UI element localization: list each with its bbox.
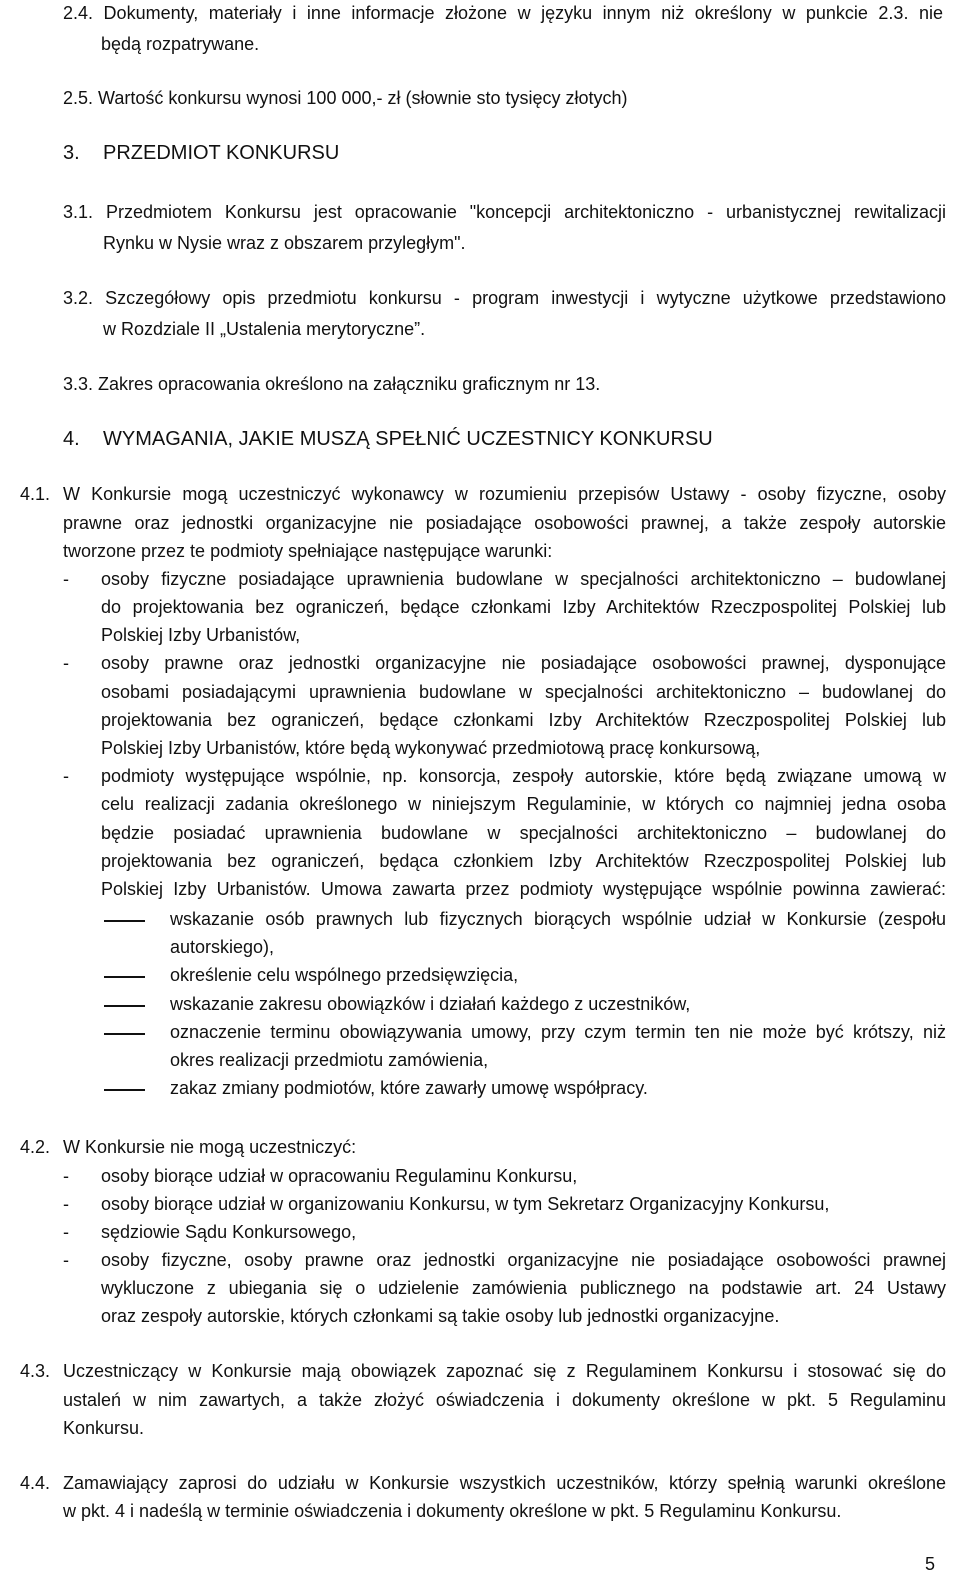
text-line: 2.5. Wartość konkursu wynosi 100 000,- zł (słownie sto tysięcy złotych) — [63, 88, 628, 108]
text-line: 3.1. Przedmiotem Konkursu jest opracowanie "koncepcji architektoniczno - urbanistycznej rewitalizacji — [63, 202, 946, 222]
section-number: 4. — [63, 428, 80, 450]
text-line: wskazanie osób prawnych lub fizycznych biorących wspólnie udział w Konkursie (zespołu — [170, 909, 946, 929]
text-line: Uczestniczący w Konkursie mają obowiązek zapoznać się z Regulaminem Konkursu i stosować się do — [63, 1361, 946, 1381]
list-hyphen: - — [63, 1194, 69, 1214]
text-line: 2.4. Dokumenty, materiały i inne informacje złożone w języku innym niż określony w punkcie 2.3. nie — [63, 3, 943, 23]
text-line: osoby fizyczne posiadające uprawnienia budowlane w specjalności architektoniczno – budowlanej — [101, 569, 946, 589]
text-line: w Rozdziale II „Ustalenia merytoryczne”. — [103, 319, 426, 339]
section-number: 3. — [63, 142, 80, 164]
page-number: 5 — [925, 1554, 936, 1574]
text-line: Konkursu. — [63, 1418, 145, 1438]
text-line: osoby prawne oraz jednostki organizacyjne nie posiadające osobowości prawnej, dysponujące — [101, 653, 946, 673]
list-dash — [104, 1089, 145, 1091]
text-line: podmioty występujące wspólnie, np. konsorcja, zespoły autorskie, które będą związane umową w — [101, 766, 946, 786]
text-line: zakaz zmiany podmiotów, które zawarły umowę współpracy. — [170, 1078, 648, 1098]
text-line: 3.2. Szczegółowy opis przedmiotu konkursu - program inwestycji i wytyczne użytkowe przedstawiono — [63, 288, 946, 308]
paragraph-number: 4.1. — [20, 484, 51, 504]
list-hyphen: - — [63, 653, 69, 673]
text-line: Zamawiający zaprosi do udziału w Konkursie wszystkich uczestników, którzy spełnią warunki określone — [63, 1473, 946, 1493]
text-line: okres realizacji przedmiotu zamówienia, — [170, 1050, 489, 1070]
text-line: 3.3. Zakres opracowania określono na załączniku graficznym nr 13. — [63, 374, 601, 394]
text-line: oraz zespoły autorskie, których członkami są takie osoby lub jednostki organizacyjne. — [101, 1306, 780, 1326]
text-line: tworzone przez te podmioty spełniające następujące warunki: — [63, 541, 553, 561]
paragraph-number: 4.2. — [20, 1137, 51, 1157]
text-line: prawne oraz jednostki organizacyjne nie posiadające osobowości prawnej, a także zespoły autorskie — [63, 513, 946, 533]
text-line: Polskiej Izby Urbanistów. Umowa zawarta przez podmioty występujące wspólnie powinna zawierać: — [101, 879, 946, 899]
text-line: będą rozpatrywane. — [101, 34, 260, 54]
list-hyphen: - — [63, 1166, 69, 1186]
paragraph-number: 4.4. — [20, 1473, 51, 1493]
text-line: osoby fizyczne, osoby prawne oraz jednostki organizacyjne nie posiadające osobowości prawnej — [101, 1250, 946, 1270]
list-hyphen: - — [63, 766, 69, 786]
text-line: będzie posiadać uprawnienia budowlane w specjalności architektoniczno – budowlanej do — [101, 823, 946, 843]
text-line: do projektowania bez ograniczeń, będące członkami Izby Architektów Rzeczpospolitej Polskiej lub — [101, 597, 946, 617]
list-dash — [104, 920, 145, 922]
text-line: osoby biorące udział w opracowaniu Regulaminu Konkursu, — [101, 1166, 578, 1186]
text-line: autorskiego), — [170, 937, 275, 957]
text-line: oznaczenie terminu obowiązywania umowy, przy czym termin ten nie może być krótszy, niż — [170, 1022, 946, 1042]
section-heading: WYMAGANIA, JAKIE MUSZĄ SPEŁNIĆ UCZESTNICY KONKURSU — [103, 428, 713, 450]
text-line: projektowania bez ograniczeń, będąca członkiem Izby Architektów Rzeczpospolitej Polskiej lub — [101, 851, 946, 871]
text-line: Rynku w Nysie wraz z obszarem przyległym". — [103, 233, 466, 253]
text-line: osoby biorące udział w organizowaniu Konkursu, w tym Sekretarz Organizacyjny Konkursu, — [101, 1194, 830, 1214]
text-line: osobami posiadającymi uprawnienia budowlane w specjalności architektoniczno – budowlanej do — [101, 682, 946, 702]
text-line: Polskiej Izby Urbanistów, — [101, 625, 301, 645]
text-line: W Konkursie nie mogą uczestniczyć: — [63, 1137, 357, 1157]
list-dash — [104, 1005, 145, 1007]
list-dash — [104, 976, 145, 978]
list-dash — [104, 1033, 145, 1035]
text-line: sędziowie Sądu Konkursowego, — [101, 1222, 357, 1242]
text-line: projektowania bez ograniczeń, będące członkami Izby Architektów Rzeczpospolitej Polskiej lub — [101, 710, 946, 730]
list-hyphen: - — [63, 1250, 69, 1270]
paragraph-number: 4.3. — [20, 1361, 51, 1381]
text-line: wykluczone z ubiegania się o udzielenie zamówienia publicznego na podstawie art. 24 Ustawy — [101, 1278, 946, 1298]
text-line: W Konkursie mogą uczestniczyć wykonawcy w rozumieniu przepisów Ustawy - osoby fizyczne, osoby — [63, 484, 946, 504]
text-line: w pkt. 4 i nadeślą w terminie oświadczenia i dokumenty określone w pkt. 5 Regulaminu Konkursu. — [63, 1501, 842, 1521]
list-hyphen: - — [63, 1222, 69, 1242]
text-line: wskazanie zakresu obowiązków i działań każdego z uczestników, — [170, 994, 691, 1014]
text-line: Polskiej Izby Urbanistów, które będą wykonywać przedmiotową pracę konkursową, — [101, 738, 761, 758]
text-line: ustaleń w nim zawartych, a także złożyć oświadczenia i dokumenty określone w pkt. 5 Regulaminu — [63, 1390, 946, 1410]
text-line: celu realizacji zadania określonego w niniejszym Regulaminie, w których co najmniej jedna osoba — [101, 794, 946, 814]
list-hyphen: - — [63, 569, 69, 589]
section-heading: PRZEDMIOT KONKURSU — [103, 142, 340, 164]
text-line: określenie celu wspólnego przedsięwzięcia, — [170, 965, 519, 985]
